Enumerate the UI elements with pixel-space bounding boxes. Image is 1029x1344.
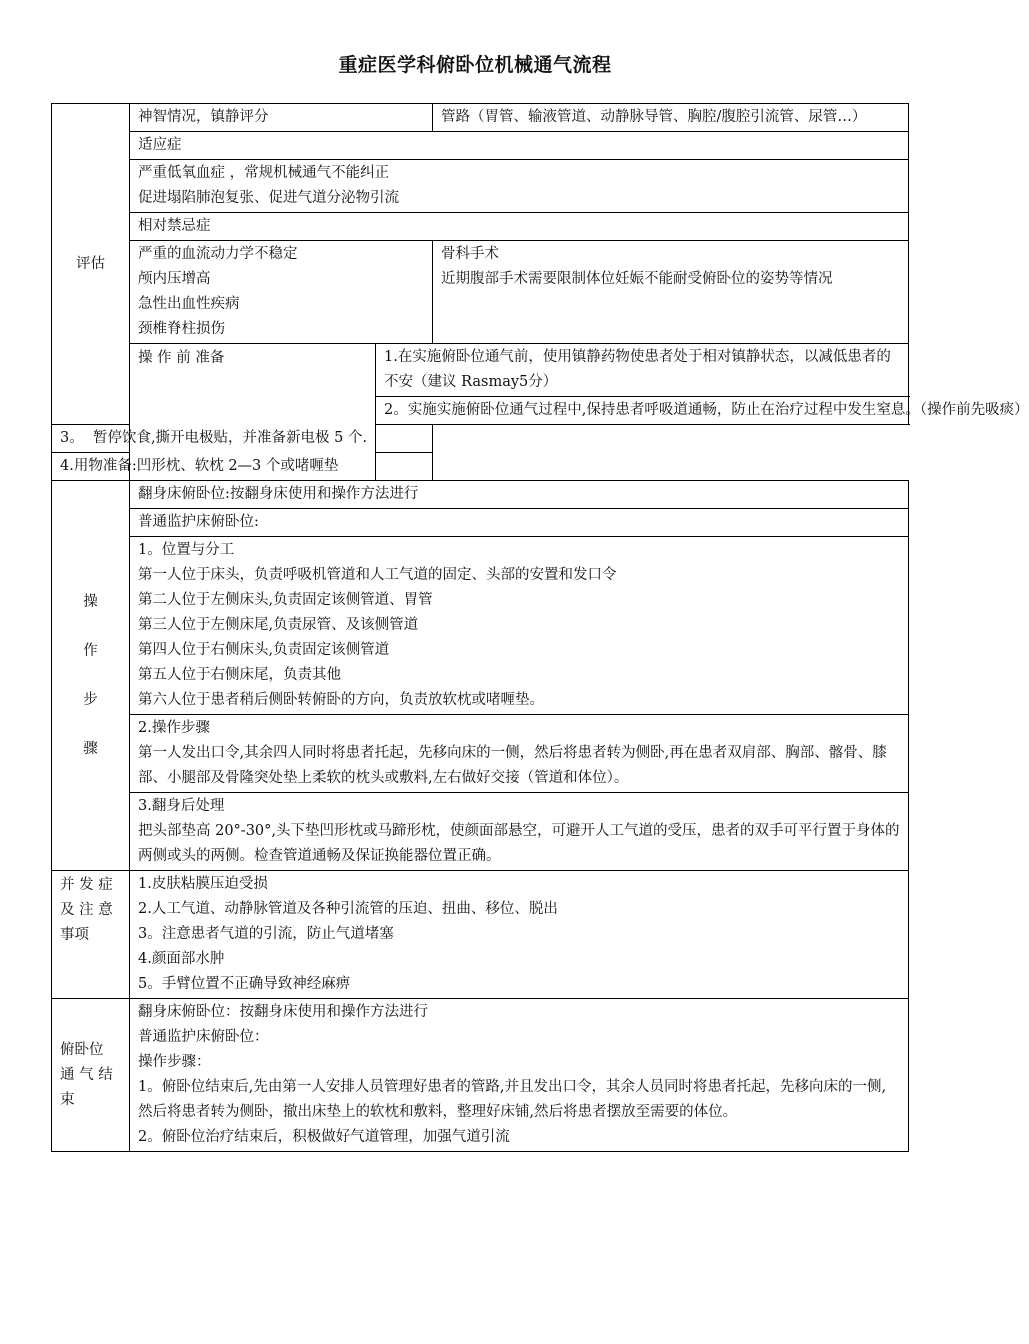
table-row <box>52 160 909 213</box>
steps-header <box>52 481 130 871</box>
contraindication-left <box>130 241 433 344</box>
table-row <box>52 453 909 481</box>
table-row <box>52 793 909 871</box>
position-line: 第二人位于左侧床头,负责固定该侧管道、胃管 <box>138 592 433 608</box>
mental-status-cell: 神智情况，镇静评分 <box>130 104 433 132</box>
steps-header-char: 骤 <box>83 740 98 757</box>
position-line: 第四人位于右侧床头,负责固定该侧管道 <box>138 642 390 658</box>
steps-after <box>130 793 909 871</box>
contraindication-title: 相对禁忌症 <box>130 213 909 241</box>
prep-item <box>52 425 433 453</box>
prep-item <box>376 344 909 397</box>
ending-line: 翻身床俯卧位：按翻身床使用和操作方法进行 <box>138 1004 428 1020</box>
complications-list <box>130 871 909 999</box>
ending-content <box>130 999 909 1152</box>
ending-line: 操作步骤： <box>138 1054 211 1070</box>
position-line: 第一人位于床头，负责呼吸机管道和人工气道的固定、头部的安置和发口令 <box>138 567 617 583</box>
prep-item <box>52 453 433 481</box>
complication-item: 2.人工气道、动静脉管道及各种引流管的压迫、扭曲、移位、脱出 <box>138 901 558 917</box>
ending-line: 普通监护床俯卧位： <box>138 1029 269 1045</box>
steps-header-char: 步 <box>83 691 98 708</box>
steps-normal-bed: 普通监护床俯卧位: <box>130 509 909 537</box>
tubing-cell: 管路（胃管、输液管道、动静脉导管、胸腔/腹腔引流管、尿管…） <box>433 104 909 132</box>
contraindication-item: 骨科手术 <box>441 246 499 262</box>
table-row <box>52 241 909 344</box>
prep-item-text: 4.用物准备:凹形枕、软枕 2—3 个或啫喱垫 <box>60 458 339 474</box>
contraindication-item: 严重的血流动力学不稳定 <box>138 246 298 262</box>
complication-item: 5。手臂位置不正确导致神经麻痹 <box>138 976 351 992</box>
table-row <box>52 509 909 537</box>
contraindication-item: 近期腹部手术需要限制体位妊娠不能耐受俯卧位的姿势等情况 <box>441 271 833 287</box>
assessment-header: 评估 <box>52 104 130 425</box>
ending-line: 1。俯卧位结束后,先由第一人安排人员管理好患者的管路,并且发出口令，其余人员同时将患者托起，先移向床的一侧,然后将患者转为侧卧，撤出床垫上的软枕和敷料，整理好床铺,然后将患者摆放至需要的体位。 <box>138 1079 887 1120</box>
after-text: 把头部垫高 20°-30°,头下垫凹形枕或马蹄形枕，使颜面部悬空，可避开人工气道的受压，患者的双手可平行置于身体的两侧或头的两侧。检查管道通畅及保证换能器位置正确。 <box>138 823 900 864</box>
position-line: 1。位置与分工 <box>138 542 235 558</box>
contraindication-right <box>433 241 909 344</box>
prep-item-text: 1.在实施俯卧位通气前，使用镇静药物使患者处于相对镇静状态，以减低患者的不安（建议 Rasmay5分） <box>384 349 891 390</box>
complication-item: 1.皮肤粘膜压迫受损 <box>138 876 268 892</box>
position-line: 第三人位于左侧床尾,负责尿管、及该侧管道 <box>138 617 419 633</box>
indication-item: 严重低氧血症 ，常规机械通气不能纠正 <box>138 165 390 181</box>
table-row <box>52 104 909 132</box>
after-title: 3.翻身后处理 <box>138 798 225 814</box>
contraindication-item: 颈椎脊柱损伤 <box>138 321 225 337</box>
indication-item: 促进塌陷肺泡复张、促进气道分泌物引流 <box>138 190 399 206</box>
page-title: 重症医学科俯卧位机械通气流程 <box>338 54 612 76</box>
table-row <box>52 344 909 397</box>
table-row <box>52 425 909 453</box>
steps-positions <box>130 537 909 715</box>
prep-item-text: 2。实施实施俯卧位通气过程中,保持患者呼吸道通畅，防止在治疗过程中发生窒息。（操作前先吸痰） <box>384 402 1029 418</box>
steps-turning-bed: 翻身床俯卧位:按翻身床使用和操作方法进行 <box>130 481 909 509</box>
contraindication-item: 颅内压增高 <box>138 271 211 287</box>
steps-header-char: 操 <box>83 593 98 610</box>
contraindication-item: 急性出血性疾病 <box>138 296 240 312</box>
procedure-text: 第一人发出口令,其余四人同时将患者托起，先移向床的一侧，然后将患者转为侧卧,再在患者双肩部、胸部、髂骨、膝部、小腿部及骨隆突处垫上柔软的枕头或敷料,左右做好交接（管道和体位）。 <box>138 745 887 786</box>
table-row <box>52 481 909 509</box>
prep-item-text: 3。 暂停饮食,撕开电极贴，并准备新电极 5 个. <box>60 430 368 446</box>
prep-header: 操 作 前 准备 <box>130 344 376 481</box>
procedure-title: 2.操作步骤 <box>138 720 210 736</box>
procedure-table <box>51 103 1029 1152</box>
table-row <box>52 132 909 160</box>
complication-item: 3。注意患者气道的引流，防止气道堵塞 <box>138 926 394 942</box>
table-row <box>52 871 909 999</box>
table-row <box>52 999 909 1152</box>
table-row <box>52 715 909 793</box>
indication-title: 适应症 <box>130 132 909 160</box>
ending-header: 俯卧位 通 气 结 束 <box>52 999 130 1152</box>
steps-procedure <box>130 715 909 793</box>
complications-header: 并 发 症 及 注 意 事项 <box>52 871 130 999</box>
table-row <box>52 537 909 715</box>
indication-list <box>130 160 909 213</box>
table-row <box>52 213 909 241</box>
steps-header-char: 作 <box>83 642 98 659</box>
prep-item <box>376 397 1029 425</box>
position-line: 第六人位于患者稍后侧卧转俯卧的方向，负责放软枕或啫喱垫。 <box>138 692 544 708</box>
ending-line: 2。俯卧位治疗结束后，积极做好气道管理，加强气道引流 <box>138 1129 510 1145</box>
position-line: 第五人位于右侧床尾，负责其他 <box>138 667 341 683</box>
complication-item: 4.颜面部水肿 <box>138 951 225 967</box>
